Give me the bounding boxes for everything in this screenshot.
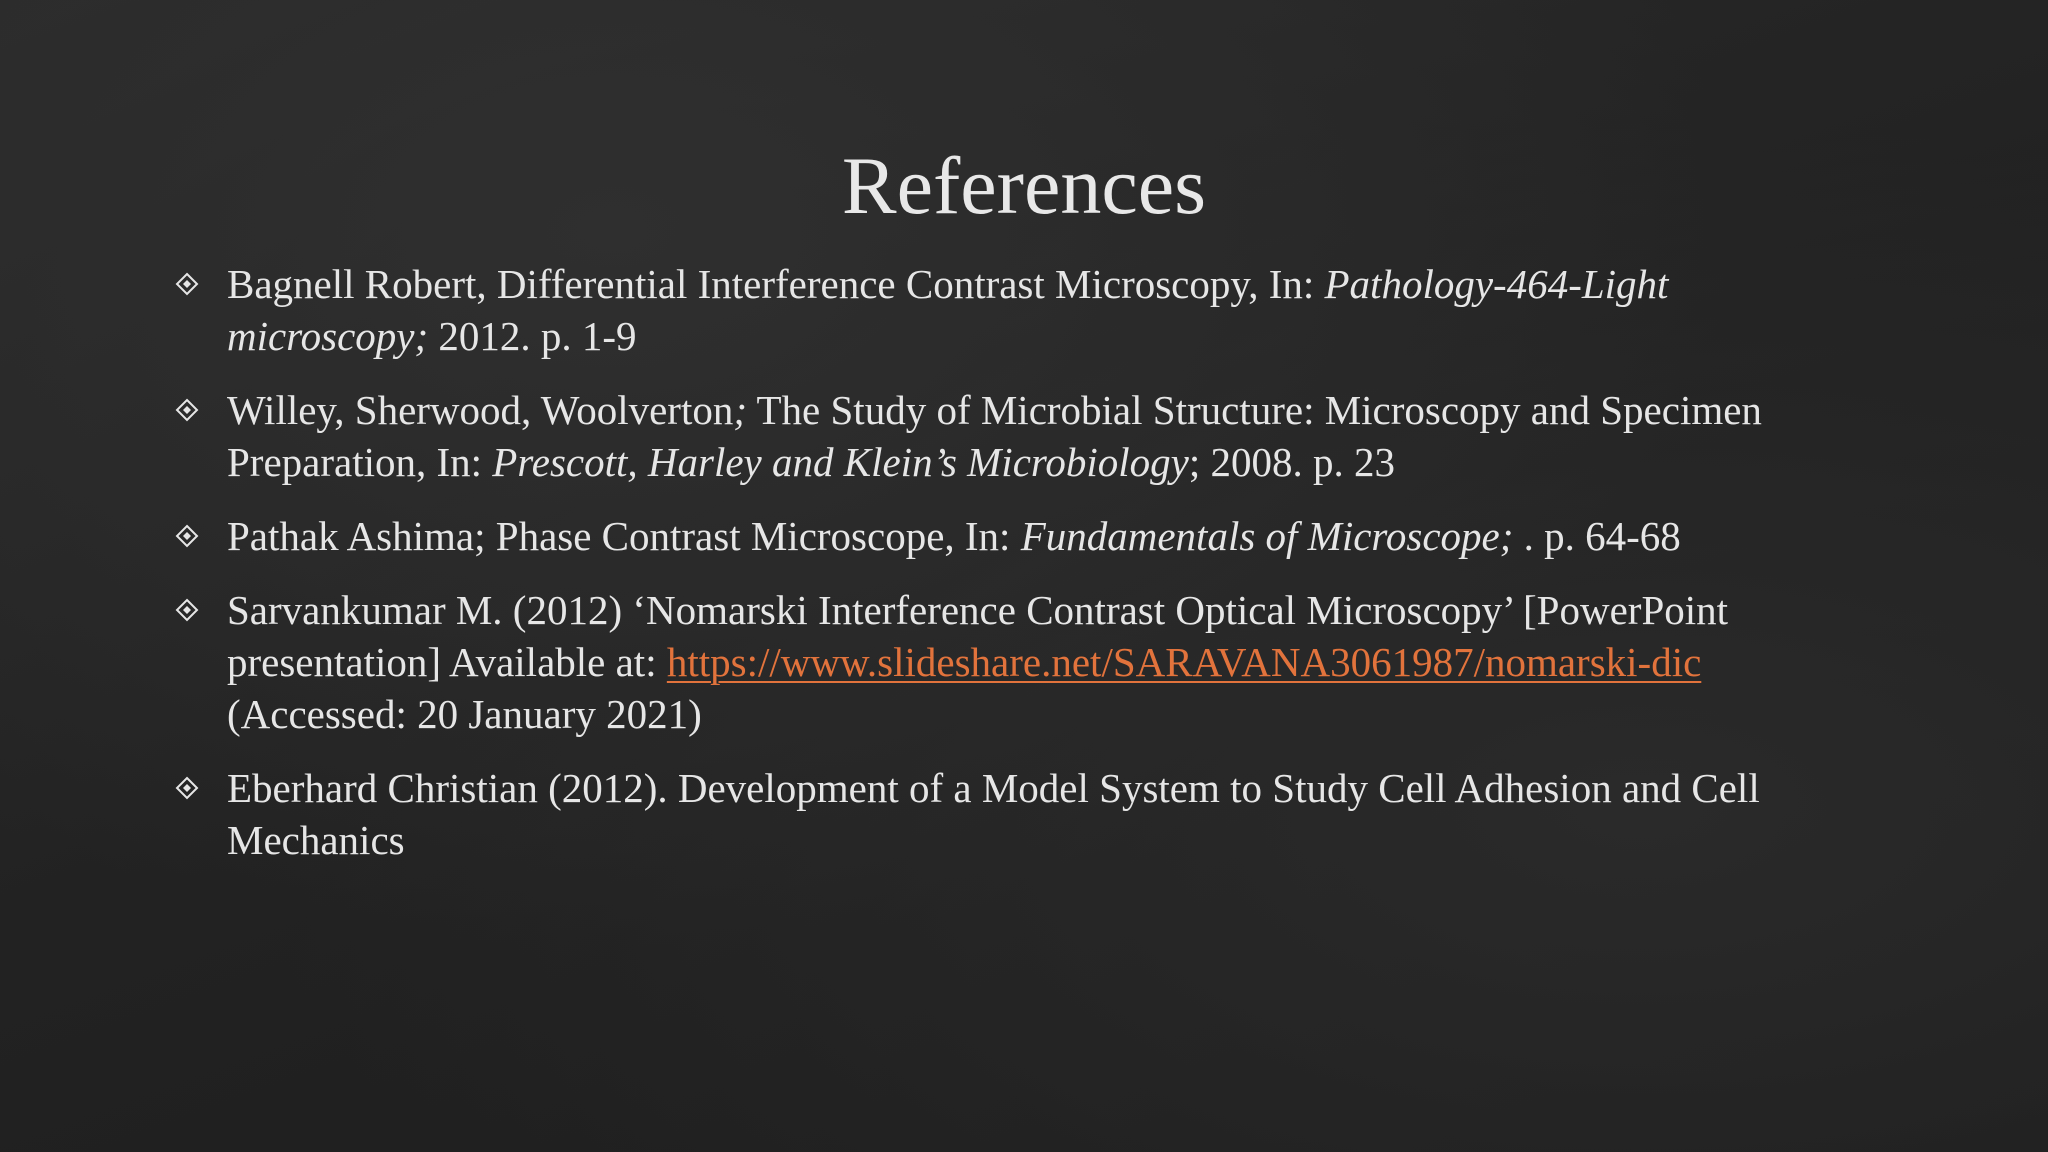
reference-source: Prescott, Harley and Klein’s Microbiology xyxy=(492,439,1189,485)
references-list xyxy=(175,258,1875,888)
diamond-bullet-icon xyxy=(175,398,199,422)
reference-tail: . p. 64-68 xyxy=(1513,513,1681,559)
reference-source: Fundamentals of Microscope; xyxy=(1020,513,1514,559)
reference-authors: Willey, Sherwood, Woolverton xyxy=(227,387,734,433)
slide-title: References xyxy=(841,140,1207,231)
reference-text: Pathak Ashima; Phase Contrast Microscope, In: xyxy=(227,513,1021,559)
reference-text: Bagnell Robert, Differential Interference Contrast Microscopy, In: xyxy=(227,261,1325,307)
reference-tail: 2012. p. 1-9 xyxy=(428,313,637,359)
reference-semicolon: ; xyxy=(733,387,747,433)
reference-link[interactable]: https://www.slideshare.net/SARAVANA3061987/nomarski-dic xyxy=(666,639,1702,685)
reference-item-4 xyxy=(175,584,1875,740)
reference-text: The Study of Microbial Structure: Microscopy and Specimen Preparation, In: xyxy=(227,387,1762,485)
reference-tail: ; 2008. p. 23 xyxy=(1188,439,1395,485)
reference-source: Pathology-464-Light microscopy; xyxy=(227,261,1669,359)
reference-tail: (Accessed: 20 January 2021) xyxy=(227,691,702,737)
diamond-bullet-icon xyxy=(175,776,199,800)
reference-item-5 xyxy=(175,762,1875,866)
reference-text: Sarvankumar M. (2012) ‘Nomarski Interference Contrast Optical Microscopy’ [PowerPoint presentation] Available at: xyxy=(227,587,1729,685)
diamond-bullet-icon xyxy=(175,524,199,548)
reference-item-3 xyxy=(175,510,1875,562)
diamond-bullet-icon xyxy=(175,272,199,296)
reference-item-2 xyxy=(175,384,1875,488)
diamond-bullet-icon xyxy=(175,598,199,622)
reference-text: Eberhard Christian (2012). Development of a Model System to Study Cell Adhesion and Cell Mechanics xyxy=(227,765,1760,863)
reference-item-1 xyxy=(175,258,1875,362)
